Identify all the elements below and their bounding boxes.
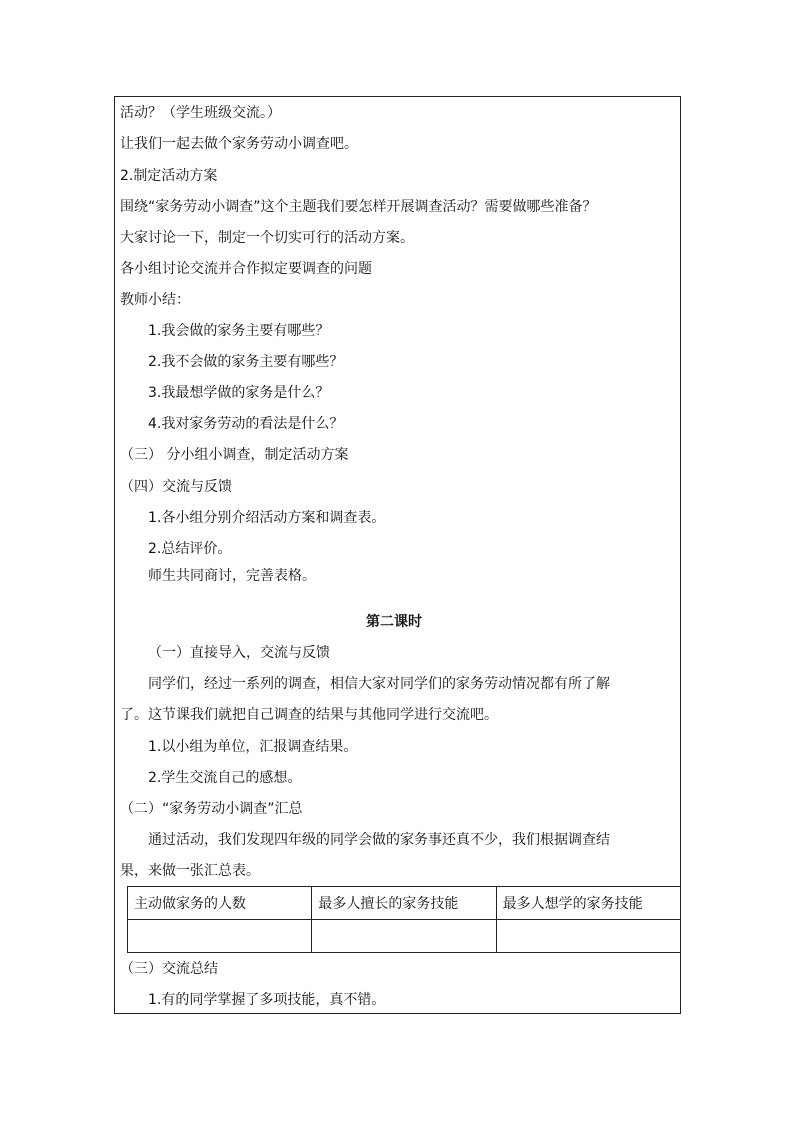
text-line: 让我们一起去做个家务劳动小调查吧。 xyxy=(120,136,358,152)
text-line: 各小组讨论交流并合作拟定要调查的问题 xyxy=(120,261,372,277)
text-line: 教师小结： xyxy=(120,292,190,308)
table-cell xyxy=(312,920,496,953)
lesson-title: 第二课时 xyxy=(366,614,422,630)
table-header-row xyxy=(128,887,681,920)
section-heading: （三） 分小组小调查，制定活动方案 xyxy=(120,447,349,463)
text-line: 了。这节课我们就把自己调查的结果与其他同学进行交流吧。 xyxy=(120,707,498,723)
section-heading: （一）直接导入，交流与反馈 xyxy=(148,645,330,661)
table-cell xyxy=(496,920,680,953)
table-row xyxy=(128,920,681,953)
text-line: 活动？（学生班级交流。） xyxy=(120,105,281,121)
text-line: 2.学生交流自己的感想。 xyxy=(148,770,302,786)
question-item: 4.我对家务劳动的看法是什么？ xyxy=(148,416,344,432)
section-heading: （二）“家务劳动小调查”汇总 xyxy=(120,801,303,817)
text-line: 大家讨论一下，制定一个切实可行的活动方案。 xyxy=(120,230,414,246)
table-header-cell: 最多人擅长的家务技能 xyxy=(312,887,496,920)
question-item: 2.我不会做的家务主要有哪些？ xyxy=(148,354,344,370)
question-item: 3.我最想学做的家务是什么？ xyxy=(148,385,330,401)
question-item: 1.我会做的家务主要有哪些？ xyxy=(148,323,330,339)
text-line: 1.以小组为单位，汇报调查结果。 xyxy=(148,739,358,755)
text-line: 1.各小组分别介绍活动方案和调查表。 xyxy=(148,510,386,526)
text-line: 2.总结评价。 xyxy=(148,541,232,557)
text-line: 通过活动，我们发现四年级的同学会做的家务事还真不少，我们根据调查结 xyxy=(148,832,610,848)
section-heading: （四）交流与反馈 xyxy=(120,479,232,495)
text-line: 师生共同商讨，完善表格。 xyxy=(148,568,316,584)
table-header-cell: 最多人想学的家务技能 xyxy=(496,887,680,920)
table-header-cell: 主动做家务的人数 xyxy=(128,887,312,920)
summary-table xyxy=(127,886,681,953)
text-line: 1.有的同学掌握了多项技能，真不错。 xyxy=(148,992,386,1008)
table-cell xyxy=(128,920,312,953)
step-heading: 2.制定活动方案 xyxy=(120,168,218,184)
section-heading: （三）交流总结 xyxy=(120,961,218,977)
text-line: 围绕“家务劳动小调查”这个主题我们要怎样开展调查活动？需要做哪些准备？ xyxy=(120,199,597,215)
text-line: 果，来做一张汇总表。 xyxy=(120,863,260,879)
text-line: 同学们，经过一系列的调查，相信大家对同学们的家务劳动情况都有所了解 xyxy=(148,676,610,692)
